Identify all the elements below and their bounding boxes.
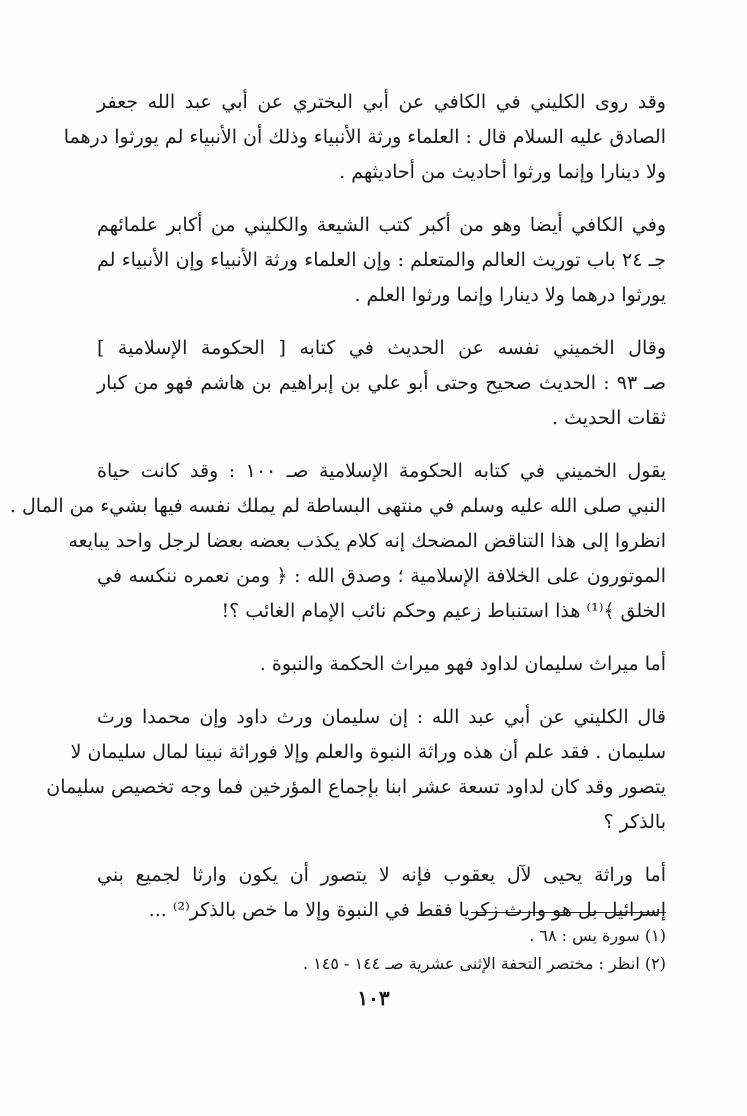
text-line: الموتورون على الخلافة الإسلامية ؛ وصدق الله : ﴿ ومن نعمره ننكسه في [97, 565, 666, 587]
text-line: وفي الكافي أيضا وهو من أكبر كتب الشيعة والكليني من أكابر علمائهم [97, 214, 666, 236]
text-line: النبي صلى الله عليه وسلم في منتهى البساطة لم يملك نفسه فيها بشيء من المال . [9, 495, 666, 517]
paragraph-6 [46, 700, 666, 840]
text-line: ولا دينارا وإنما ورثوا أحاديث من أحاديثهم . [339, 161, 666, 183]
paragraph-5 [97, 647, 666, 682]
text-line: بالذكر ؟ [603, 811, 666, 833]
paragraph-1 [63, 85, 666, 190]
footnote-1: (١) سورة يس : ٦٨ . [529, 926, 666, 945]
footnotes [246, 922, 666, 978]
text-line: ثقات الحديث . [552, 407, 666, 429]
text-line: وقال الخميني نفسه عن الحديث في كتابه [ الحكومة الإسلامية ] [97, 337, 666, 359]
text-line: سليمان . فقد علم أن هذه وراثة النبوة والعلم وإلا فوراثة نبينا لمال سليمان لا [70, 741, 666, 763]
text-line: يقول الخميني في كتابه الحكومة الإسلامية صـ ١٠٠ : وقد كانت حياة [97, 460, 666, 482]
text-line: صـ ٩٣ : الحديث صحيح وحتى أبو علي بن إبراهيم بن هاشم فهو من كبار [97, 372, 666, 394]
text-line: جـ ٢٤ باب توريث العالم والمتعلم : وإن العلماء ورثة الأنبياء وإن الأنبياء لم [97, 249, 666, 271]
text-line: أما ميراث سليمان لداود فهو ميراث الحكمة والنبوة . [259, 653, 666, 675]
text-line: يورثوا درهما ولا دينارا وإنما ورثوا العلم . [354, 284, 666, 306]
text-line: يتصور وقد كان لداود تسعة عشر ابنا بإجماع المؤرخين فما وجه تخصيص سليمان [46, 776, 666, 798]
paragraph-2 [97, 208, 666, 313]
paragraph-4 [9, 454, 666, 629]
paragraph-3 [97, 331, 666, 436]
text-line: الخلق ﴾⁽¹⁾ هذا استنباط زعيم وحكم نائب الإمام الغائب ؟! [221, 600, 666, 622]
text-line: انظروا إلى هذا التناقض المضحك إنه كلام يكذب بعضه بعضا لرجل واحد يبايعه [68, 530, 666, 552]
text-line: إسرائيل بل هو وارث زكريا فقط في النبوة وإلا ما خص بالذكر⁽²⁾ ... [148, 899, 666, 921]
paragraph-7 [97, 858, 666, 928]
page-number: ١٠٣ [357, 986, 390, 1010]
text-line: أما وراثة يحيى لآل يعقوب فإنه لا يتصور أن يكون وارثا لجميع بني [97, 864, 666, 886]
text-line: قال الكليني عن أبي عبد الله : إن سليمان ورث داود وإن محمدا ورث [97, 706, 666, 728]
footnote-2: (٢) انظر : مختصر التحفة الإثنى عشرية صـ ١٤٤ - ١٤٥ . [302, 954, 666, 973]
footnote-divider [471, 912, 666, 913]
text-line: وقد روى الكليني في الكافي عن أبي البختري عن أبي عبد الله جعفر [97, 91, 666, 113]
body-text [9, 85, 666, 946]
text-line: الصادق عليه السلام قال : العلماء ورثة الأنبياء وذلك أن الأنبياء لم يورثوا درهما [63, 126, 666, 148]
